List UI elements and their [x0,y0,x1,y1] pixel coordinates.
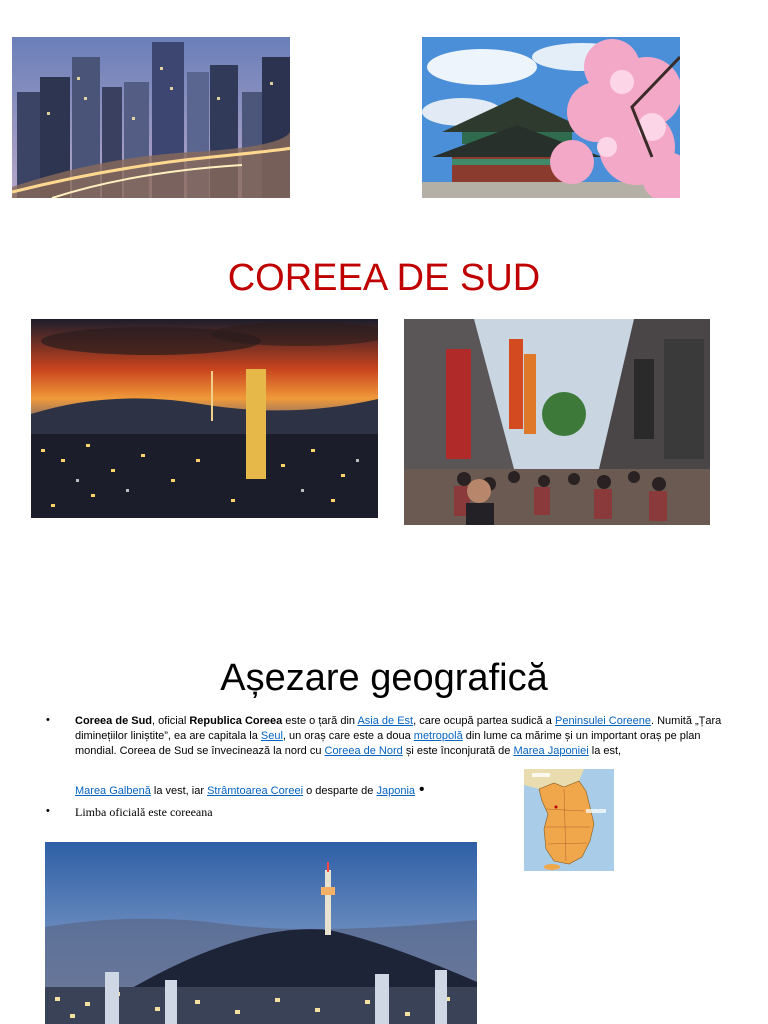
text-span: la est, [588,745,622,757]
section-title: Așezare geografică [220,656,548,699]
text-span: • [415,781,425,798]
link-japonia[interactable]: Japonia [376,785,416,797]
link-seul[interactable]: Seul [260,730,283,742]
text-span: , oficial [152,715,190,727]
paragraph-language: Limba oficială este coreeana [75,805,213,819]
skyline-photo [12,37,290,198]
link-peninsula-coreena[interactable]: Peninsulei Coreene [554,715,651,727]
link-stramtoarea-coreei[interactable]: Strâmtoarea Coreei [207,785,304,797]
korea-map-image [524,769,614,871]
text-span: o desparte de [303,785,377,797]
link-marea-galbena[interactable]: Marea Galbenă [75,785,151,797]
text-span: la vest, iar [150,785,208,797]
seoul-tower-photo [45,842,477,1024]
text-span: , un oraș care este a doua [282,730,414,742]
paragraph-geography [75,714,735,759]
text-span: . Numită „Țara diminețiilor liniștite”, ea are capitala la [75,715,722,742]
link-coreea-de-nord[interactable]: Coreea de Nord [324,745,403,757]
bullet-marker: • [46,714,50,726]
bullet-marker: • [46,805,50,817]
page-title: COREEA DE SUD [227,257,541,300]
text-span: , care ocupă partea sudică a [413,715,555,727]
night-city-sunset-photo [31,319,378,518]
link-asia-de-est[interactable]: Asia de Est [357,715,414,727]
palace-cherry-blossom-photo [422,37,680,198]
shopping-street-photo [404,319,710,525]
paragraph-geography-continued [75,782,515,799]
text-official-name: Republica Coreea [189,715,283,727]
text-span: este o țară din [282,715,358,727]
text-span: și este înconjurată de [402,745,514,757]
link-marea-japoniei[interactable]: Marea Japoniei [513,745,589,757]
text-span: din lume ca mărime și un important oraș pe plan mondial. Coreea de Sud se învecinează la nord cu [75,730,701,757]
link-metropola[interactable]: metropolă [413,730,463,742]
text-country-name: Coreea de Sud [75,715,153,727]
